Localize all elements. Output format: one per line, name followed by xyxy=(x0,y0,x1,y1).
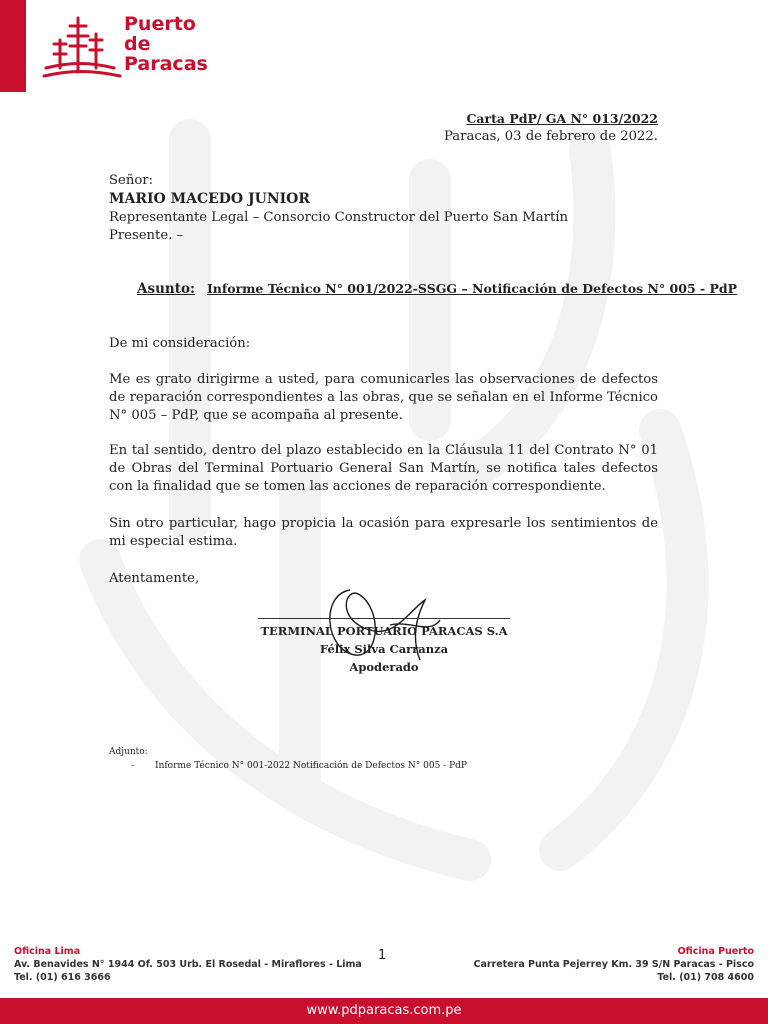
paragraph-3: Sin otro particular, hago propicia la ocasión para expresarle los sentimientos de mi especial estima. xyxy=(109,516,658,549)
port-office-address: Carretera Punta Pejerrey Km. 39 S/N Paracas - Pisco xyxy=(473,959,754,970)
addressee-role: Representante Legal – Consorcio Constructor del Puerto San Martín xyxy=(109,210,568,225)
closing: Atentamente, xyxy=(109,571,200,586)
letter-number: Carta PdP/ GA N° 013/2022 xyxy=(466,111,658,126)
place-date: Paracas, 03 de febrero de 2022. xyxy=(444,129,658,144)
footer-port-office xyxy=(473,945,754,984)
subject-line xyxy=(137,281,737,297)
addressee-block xyxy=(109,172,658,245)
signature-line xyxy=(258,618,510,619)
greeting: De mi consideración: xyxy=(109,336,251,351)
attachment-label: Adjunto: xyxy=(109,747,148,757)
signatory-title: Apoderado xyxy=(349,660,419,674)
signature-block xyxy=(250,622,518,676)
attachment-bullet: - xyxy=(131,761,135,771)
footer-website: www.pdparacas.com.pe xyxy=(306,1003,462,1018)
salutation: Señor: xyxy=(109,173,154,188)
lima-office-title: Oficina Lima xyxy=(14,946,81,957)
presente: Presente. – xyxy=(109,228,184,243)
attachment-block xyxy=(109,745,467,773)
logo-word-puerto: Puerto xyxy=(124,13,196,35)
lima-office-phone: Tel. (01) 616 3666 xyxy=(14,972,111,983)
signatory-company: TERMINAL PORTUARIO PARACAS S.A xyxy=(260,624,508,638)
reference-block xyxy=(444,110,658,146)
port-office-phone: Tel. (01) 708 4600 xyxy=(657,972,754,983)
addressee-name: MARIO MACEDO JUNIOR xyxy=(109,191,311,207)
lima-office-address: Av. Benavides N° 1944 Of. 503 Urb. El Rosedal - Miraflores - Lima xyxy=(14,959,362,970)
subject-label: Asunto: xyxy=(137,281,195,297)
attachment-item: Informe Técnico N° 001-2022 Notificación de Defectos N° 005 - PdP xyxy=(155,761,467,771)
logo-word-paracas: Paracas xyxy=(124,53,208,75)
port-office-title: Oficina Puerto xyxy=(677,946,754,957)
logo-word-de: de xyxy=(124,33,151,55)
page-number: 1 xyxy=(378,948,387,963)
paragraph-2: En tal sentido, dentro del plazo establecido en la Cláusula 11 del Contrato N° 01 de Obras del Terminal Portuario General San Martín, se notifica tales defectos con la finalidad que se tomen las acciones de reparación correspondiente. xyxy=(109,443,658,494)
subject-text: Informe Técnico N° 001/2022-SSGG – Notificación de Defectos N° 005 - PdP xyxy=(206,281,738,296)
paragraph-1: Me es grato dirigirme a usted, para comunicarles las observaciones de defectos de reparación correspondientes a las obras, que se señalan en el Informe Técnico N° 005 – PdP, que se acompaña al presente. xyxy=(109,372,658,423)
footer-lima-office xyxy=(14,945,362,984)
corner-accent xyxy=(0,0,26,92)
logo-wordmark xyxy=(124,14,208,74)
signatory-name: Félix Silva Carranza xyxy=(319,642,449,656)
